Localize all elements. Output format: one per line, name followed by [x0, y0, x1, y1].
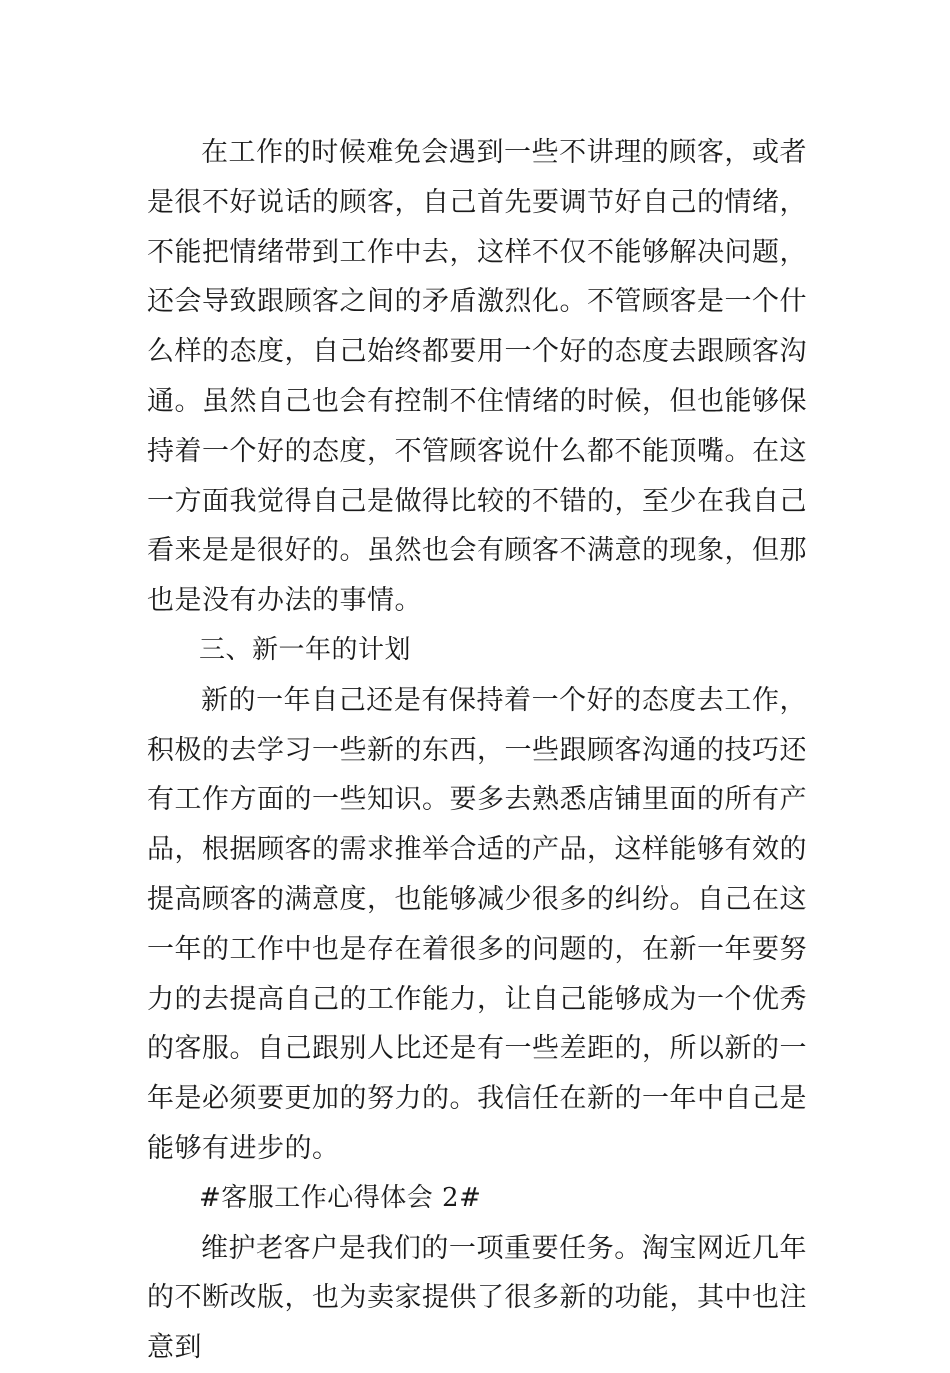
- document-body: [147, 128, 807, 1373]
- paragraph-old-customers: 维护老客户是我们的一项重要任务。淘宝网近几年的不断改版，也为卖家提供了很多新的功能，其中也注意到: [147, 1232, 807, 1364]
- section-heading-new-year-plan: 三、新一年的计划: [199, 634, 412, 665]
- paragraph-customer-attitude: 在工作的时候难免会遇到一些不讲理的顾客，或者是很不好说话的顾客，自己首先要调节好自己的情绪，不能把情绪带到工作中去，这样不仅不能够解决问题，还会导致跟顾客之间的矛盾激烈化。不管顾客是一个什么样的态度，自己始终都要用一个好的态度去跟顾客沟通。虽然自己也会有控制不住情绪的时候，但也能够保持着一个好的态度，不管顾客说什么都不能顶嘴。在这一方面我觉得自己是做得比较的不错的，至少在我自己看来是是很好的。虽然也会有顾客不满意的现象，但那也是没有办法的事情。: [147, 137, 807, 617]
- paragraph-new-year-plan: 新的一年自己还是有保持着一个好的态度去工作，积极的去学习一些新的东西，一些跟顾客沟通的技巧还有工作方面的一些知识。要多去熟悉店铺里面的所有产品，根据顾客的需求推举合适的产品，这样能够有效的提高顾客的满意度，也能够减少很多的纠纷。自己在这一年的工作中也是存在着很多的问题的，在新一年要努力的去提高自己的工作能力，让自己能够成为一个优秀的客服。自己跟别人比还是有一些差距的，所以新的一年是必须要更加的努力的。我信任在新的一年中自己是能够有进步的。: [147, 684, 807, 1164]
- section-heading-experience-2: #客服工作心得体会 2#: [199, 1182, 482, 1213]
